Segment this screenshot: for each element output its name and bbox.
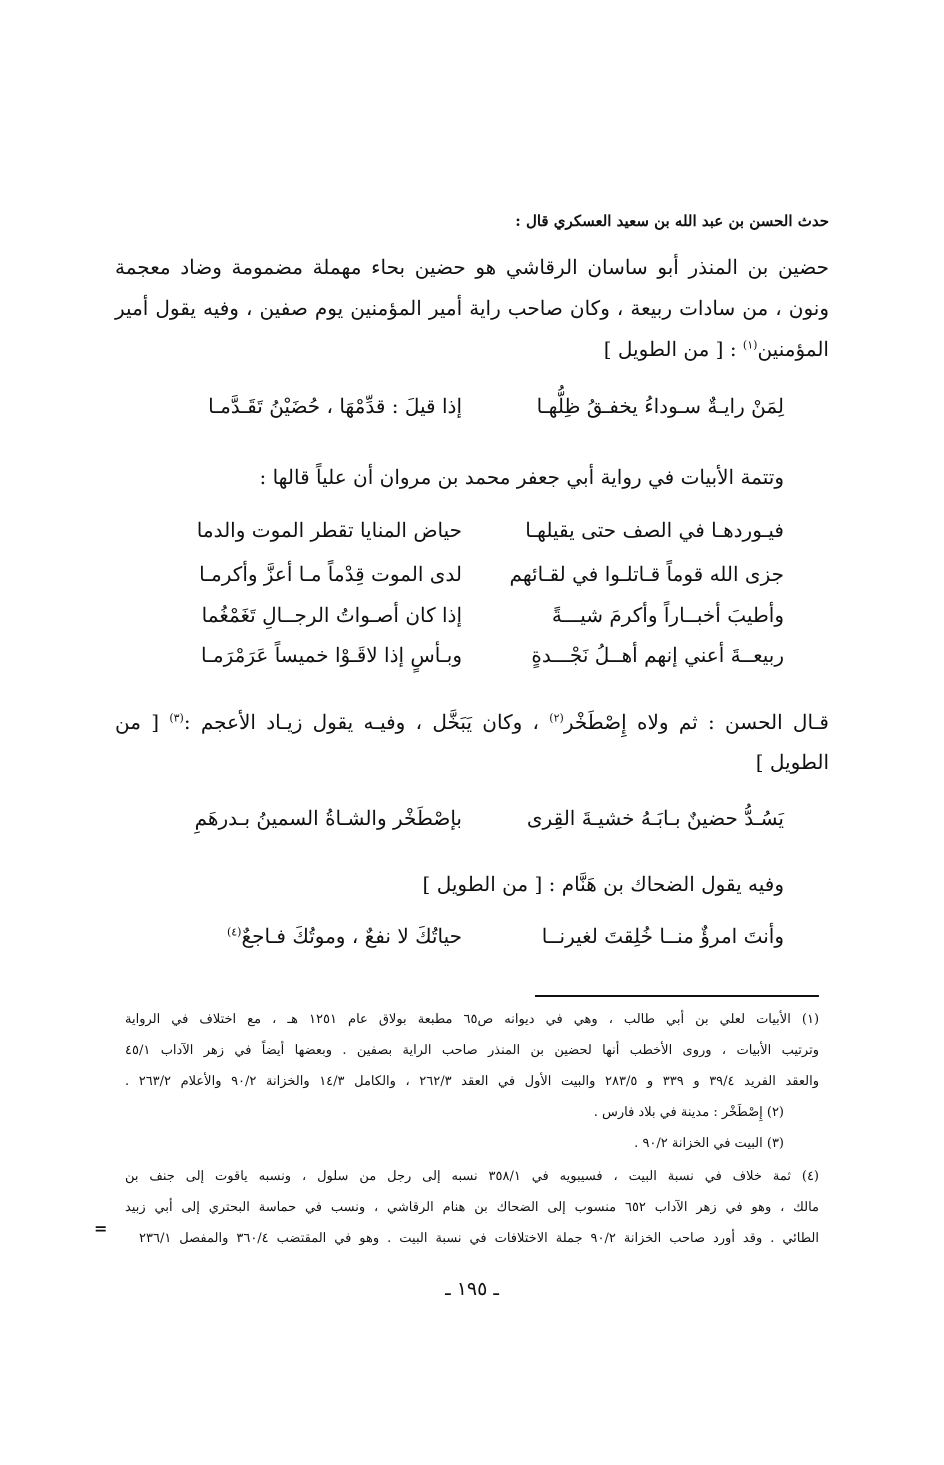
hasan-text-b: ، وكان يَبَخَّل ، وفيـه يقول زيـاد الأعجم : xyxy=(183,710,550,734)
verse-2d-second-hemistich: وبـأسٍ إذا لاقَـوْا خميساً عَرَمْرَمـا xyxy=(200,643,462,667)
intro-line-1: حضين بن المنذر أبو ساسان الرقاشي هو حضين بحاء مهملة مضمومة وضاد معجمة xyxy=(115,255,829,279)
verse-1-first-hemistich: لِمَنْ رايـةٌ سـوداءُ يخفـقُ ظِلُّهـا xyxy=(536,394,784,418)
footnote-ref-2[interactable]: (٢) xyxy=(549,711,564,725)
hasan-text-c: [ من xyxy=(115,710,170,734)
verse-2b-second-hemistich: لدى الموت قِدْماً مـا أعزَّ وأكرمـا xyxy=(199,562,462,586)
footnote-2: (٢) إِصْطَخْر : مدينة في بلاد فارس . xyxy=(593,1105,784,1120)
footnote-1-line-2: وترتيب الأبيات ، وروى الأخطب أنها لحضين بن المنذر صاحب الراية بصفين . وبعضها أيضاً في زهر الآداب ٤٥/١ xyxy=(125,1043,819,1058)
hasan-line-1 xyxy=(115,710,829,734)
footnote-4-line-3: الطائي . وقد أورد صاحب الخزانة ٩٠/٢ جملة الاختلافات في نسبة البيت . وهو في المقتضب ٣٦٠/٤ والمفصل ٢٣٦/١ xyxy=(139,1231,819,1246)
verse-4-first-hemistich: وأنتَ امرؤٌ منــا خُلِقتَ لغيرنــا xyxy=(541,924,784,948)
hasan-text-a: قـال الحسن : ثم ولاه إِصْطَخْر xyxy=(563,710,829,734)
verse-3-first-hemistich: يَسُـدُّ حضينٌ بـابَـهُ خشيـةَ القِرى xyxy=(526,806,784,830)
intro-line-3-text: المؤمنين xyxy=(757,337,829,361)
verse-4-second-hemistich xyxy=(227,924,462,948)
continuation-mark: = xyxy=(94,1219,108,1238)
verse-2a-second-hemistich: حياض المنايا تقطر الموت والدما xyxy=(196,518,462,542)
tatimma-line: وتتمة الأبيات في رواية أبي جعفر محمد بن مروان أن علياً قالها : xyxy=(259,465,784,489)
page-number: ـ ١٩٥ ـ xyxy=(445,1278,499,1300)
footnote-3: (٣) البيت في الخزانة ٩٠/٢ . xyxy=(634,1136,784,1151)
footnote-4-line-2: مالك ، وهو في زهر الآداب ٦٥٢ منسوب إلى الضحاك بن هنام الرقاشي ، ونسب في حماسة البحتري إلى أبي زبيد xyxy=(125,1200,820,1215)
isnad-line: حدث الحسن بن عبد الله بن سعيد العسكري قال : xyxy=(515,212,829,230)
intro-line-3 xyxy=(604,337,829,361)
meter-label: : [ من الطويل ] xyxy=(603,337,743,361)
hasan-line-2: الطويل ] xyxy=(755,750,829,774)
footnote-ref-4[interactable]: (٤) xyxy=(226,925,242,939)
footnote-4-line-1: (٤) ثمة خلاف في نسبة البيت ، فسيبويه في ٣٥٨/١ نسبه إلى رجل من سلول ، ونسبه ياقوت إلى جنف بن xyxy=(125,1169,819,1184)
verse-2b-first-hemistich: جزى الله قوماً قـاتلـوا في لقـائهم xyxy=(509,562,784,586)
verse-2a-first-hemistich: فيـوردهـا في الصف حتى يقيلهـا xyxy=(525,518,784,542)
verse-3-second-hemistich: بإصْطَخْر والشـاةُ السمينُ بـدرهَمِ xyxy=(194,806,462,830)
dahhak-line: وفيه يقول الضحاك بن هَنَّام : [ من الطويل ] xyxy=(422,872,784,896)
intro-line-2: ونون ، من سادات ربيعة ، وكان صاحب راية أمير المؤمنين يوم صفين ، وفيه يقول أمير xyxy=(115,296,829,320)
verse-2d-first-hemistich: ربيعــةَ أعني إنهم أهــلُ نَجْـــدةٍ xyxy=(531,643,784,667)
footnote-1-line-3: والعقد الفريد ٣٩/٤ و ٣٣٩ و ٢٨٣/٥ والبيت الأول في العقد ٢٦٢/٣ ، والكامل ١٤/٣ والخزانة ٩٠/٢ والأعلام ٢٦٣/٢ . xyxy=(125,1074,819,1089)
footnote-divider xyxy=(535,995,819,997)
verse-2c-second-hemistich: إذا كان أصـواتُ الرجــالِ تَغَمْغُما xyxy=(201,603,462,627)
footnote-ref-1[interactable]: (١) xyxy=(742,338,758,352)
footnote-ref-3[interactable]: (٣) xyxy=(169,711,184,725)
verse-4-second-text: حياتُكَ لا نفعٌ ، وموتُكَ فـاجعٌ xyxy=(241,924,462,948)
verse-2c-first-hemistich: وأطيبَ أخبــاراً وأكرمَ شيـــةً xyxy=(551,603,784,627)
footnote-1-line-1: (١) الأبيات لعلي بن أبي طالب ، وهي في ديوانه ص٦٥ مطبعة بولاق عام ١٢٥١ هـ ، مع اختلاف في الرواية xyxy=(125,1012,820,1027)
verse-1-second-hemistich: إذا قيلَ : قدِّمْهَا ، حُضَيْنُ تَقَـدَّمـا xyxy=(208,394,462,418)
